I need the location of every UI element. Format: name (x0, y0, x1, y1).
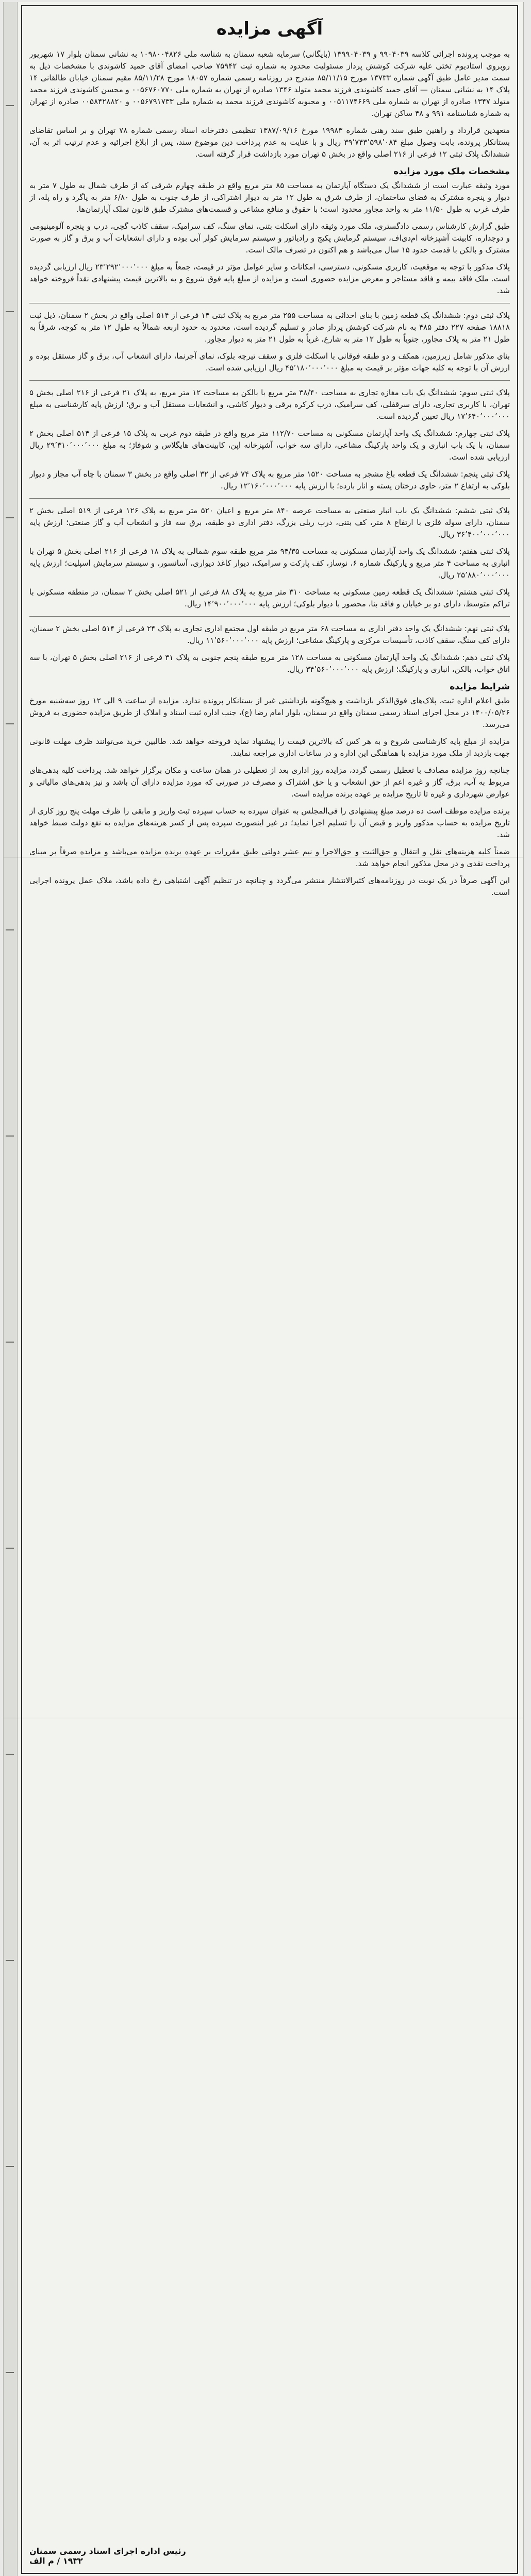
date-code: ۱۹۳۲ / م الف (29, 2556, 83, 2566)
gutter-mark (6, 1754, 14, 1755)
gutter-mark (6, 311, 14, 312)
notice-frame (21, 5, 518, 2574)
gutter-mark (6, 1548, 14, 1549)
notice-paragraph: بنای مذکور شامل زیرزمین، همکف و دو طبقه فوقانی با اسکلت فلزی و سقف تیرچه بلوک، نمای آجرنما، دارای انشعاب آب، برق و گاز مستقل بوده و ارزش آن با توجه به کلیه جهات مؤثر بر قیمت به مبلغ ۴۵٬۱۸۰٬۰۰۰٬۰۰۰ ریال ارزیابی شده است. (29, 351, 510, 372)
notice-paragraph: طبق گزارش کارشناس رسمی دادگستری، ملک مورد وثیقه دارای اسکلت بتنی، نمای سنگ، کف سرامیک، سقف کاذب گچی، درب و پنجره آلومینیومی و دوجداره، کابینت آشپزخانه ام‌دی‌اف، سیستم گرمایش پکیج و رادیاتور و سیستم سرمایش کولر آبی بوده و دارای انشعابات آب و برق و گاز به صورت مشترک و بالکن با قدمت حدود ۱۵ سال می‌باشد و هم اکنون در تصرف مالک است. (29, 222, 510, 255)
gutter-mark (6, 1342, 14, 1343)
gutter-mark (6, 929, 14, 930)
notice-paragraph: پلاک ثبتی ششم: ششدانگ یک باب انبار صنعتی به مساحت عرصه ۸۴۰ متر مربع و اعیان ۵۲۰ متر مربع به پلاک ۱۲۶ فرعی از ۵۱۹ اصلی بخش ۲ سمنان، دارای سوله فلزی با ارتفاع ۸ متر، کف بتنی، درب ریلی بزرگ، دفتر اداری دو طبقه، برق سه فاز و انشعاب آب و گاز صنعتی؛ ارزش پایه ۳۶٬۴۰۰٬۰۰۰٬۰۰۰ ریال. (29, 506, 510, 539)
gutter-mark (6, 2372, 14, 2373)
notice-paragraph: پلاک ثبتی هفتم: ششدانگ یک واحد آپارتمان مسکونی به مساحت ۹۴/۳۵ متر مربع طبقه سوم شمالی به پلاک ۱۸ فرعی از ۲۱۶ اصلی بخش ۵ تهران با انباری به مساحت ۴ متر مربع و پارکینگ شماره ۶، نوساز، کف پارکت و سرامیک، دیوار کاغذ دیواری، آسانسور، و سیستم سرمایش اسپلیت؛ ارزش پایه ۲۵٬۸۸۰٬۰۰۰٬۰۰۰ ریال. (29, 547, 510, 580)
divider (29, 498, 510, 499)
gutter-mark (6, 1136, 14, 1137)
notice-paragraph: پلاک مذکور با توجه به موقعیت، کاربری مسکونی، دسترسی، امکانات و سایر عوامل مؤثر در قیمت، جمعاً به مبلغ ۲۳٬۲۹۲٬۰۰۰٬۰۰۰ ریال ارزیابی گردیده است. ملک فاقد بیمه و فاقد مستاجر و معرض مزایده حضوری است و مزایده از مبلغ پایه فوق شروع و به بالاترین قیمت پیشنهادی نقداً فروخته خواهد شد. (29, 262, 510, 295)
section-heading: شرایط مزایده (450, 682, 510, 692)
signature-line: رئیس اداره اجرای اسناد رسمی سمنان (29, 2546, 186, 2556)
notice-paragraph: مزایده از مبلغ پایه کارشناسی شروع و به هر کس که بالاترین قیمت را پیشنهاد نماید فروخته خواهد شد. طالبین خرید می‌توانند ظرف مهلت قانونی جهت بازدید از ملک مورد مزایده با هماهنگی این اداره و در ساعات اداری مراجعه نمایند. (29, 737, 510, 758)
gutter-mark (6, 2166, 14, 2167)
gutter-mark (6, 1960, 14, 1961)
notice-paragraph: ضمناً کلیه هزینه‌های نقل و انتقال و حق‌الثبت و حق‌الاجرا و نیم عشر دولتی طبق مقررات بر عهده برنده مزایده می‌باشد و مزایده صرفاً بر مبنای پرداخت نقدی و در محل مذکور انجام خواهد شد. (29, 847, 510, 868)
notice-paragraph: پلاک ثبتی دوم: ششدانگ یک قطعه زمین با بنای احداثی به مساحت ۲۵۵ متر مربع به پلاک ثبتی ۱۴ فرعی از ۵۱۴ اصلی واقع در بخش ۲ سمنان، ذیل ثبت ۱۸۸۱۸ صفحه ۲۲۷ دفتر ۴۸۵ به نام شرکت کوشش پرداز صادر و تسلیم گردیده است، محدود به حدود اربعه شمالاً به طول ۱۲ متر به کوچه، شرقاً به طول ۲۱ متر به پلاک مجاور، جنوباً به طول ۱۲ متر به شارع، غرباً به طول ۲۱ متر به دیوار مجاور. (29, 311, 510, 344)
notice-paragraph: پلاک ثبتی پنجم: ششدانگ یک قطعه باغ مشجر به مساحت ۱۵۲۰ متر مربع به پلاک ۷۴ فرعی از ۳۲ اصلی واقع در بخش ۳ سمنان با چاه آب مجاز و دیوار بلوکی به ارتفاع ۲ متر، حاوی درختان پسته و انار بارده؛ با ارزش پایه ۱۲٬۱۶۰٬۰۰۰٬۰۰۰ ریال. (29, 469, 510, 490)
notice-paragraph: برنده مزایده موظف است ده درصد مبلغ پیشنهادی را فی‌المجلس به عنوان سپرده به حساب سپرده ثبت واریز و مابقی را ظرف مهلت پنج روز کاری از تاریخ مزایده به حساب مذکور واریز و قبض آن را تسلیم اجرا نماید؛ در غیر اینصورت سپرده پس از کسر هزینه‌های مزایده به نفع دولت ضبط خواهد شد. (29, 806, 510, 839)
notice-paragraph: این آگهی صرفاً در یک نوبت در روزنامه‌های کثیرالانتشار منتشر می‌گردد و چنانچه در تنظیم آگهی اشتباهی رخ داده باشد، ملاک عمل پرونده اجرایی است. (29, 876, 510, 897)
notice-paragraph: متعهدین قرارداد و راهنین طبق سند رهنی شماره ۱۹۹۸۳ مورخ ۱۳۸۷/۰۹/۱۶ تنظیمی دفترخانه اسناد رسمی شماره ۷۸ تهران و بر اساس تقاضای بستانکار پرونده، بابت وصول مبلغ ۳۹٬۷۴۳٬۵۹۸٬۰۸۴ ریال و با عنایت به عدم پرداخت دین موضوع سند، پس از ابلاغ اجرائیه و عدم ترتیب اثر به آن، ششدانگ پلاک ثبتی ۱۲ فرعی از ۲۱۶ اصلی واقع در بخش ۵ تهران مورد بازداشت قرار گرفته است. (29, 126, 510, 159)
notice-paragraph: چنانچه روز مزایده مصادف با تعطیل رسمی گردد، مزایده روز اداری بعد از تعطیلی در همان ساعت و مکان برگزار خواهد شد. پرداخت کلیه بدهی‌های مربوط به آب، برق، گاز و غیره اعم از حق انشعاب و یا حق اشتراک و مصرف در صورتی که مورد مزایده دارای آن باشد و نیز بدهی‌های مالیاتی و عوارض شهرداری و غیره تا تاریخ مزایده بر عهده برنده مزایده است. (29, 766, 510, 799)
notice-paragraph: به موجب پرونده اجرائی کلاسه ۹۹۰۴۰۳۹ و ۱۳۹۹۰۴۰۳۹ (بایگانی) سرمایه شعبه سمنان به شناسه ملی ۱۰۹۸۰۰۴۸۲۶ به نشانی سمنان بلوار ۱۷ شهریور روبروی استادیوم تختی علیه شرکت کوشش پرداز مسئولیت محدود به شماره ثبت ۷۵۹۴۲ صاحب امضای آقای حمید کاشوندی با مشخصات ذیل به سمت مدیر عامل طبق آگهی شماره ۱۳۷۳۳ مورخ ۸۵/۱۱/۱۵ مندرج در روزنامه رسمی شماره ۱۸۰۵۷ مورخ ۸۵/۱۱/۲۸ مقیم سمنان خیابان طالقانی ۱۴ پلاک ۱۴ به نشانی سمنان — آقای حمید کاشوندی فرزند محمد متولد ۱۳۴۶ صادره از تهران به شماره ملی ۰۰۵۶۷۶۰۷۷۰ و محسن کاشوندی فرزند محمد متولد ۱۳۴۷ صادره از تهران به شماره ملی ۰۰۵۱۱۷۴۶۶۹ و محبوبه کاشوندی فرزند محمد به شماره ملی ۰۰۵۶۷۹۱۷۳۳ و ۰۰۵۸۴۲۸۸۲۰ صادره از تهران به شماره شناسنامه ۹۹۱ و ۴۸ ساکن تهران. (29, 49, 510, 118)
notice-title: آگهی مزایده (216, 19, 323, 39)
notice-paragraph: پلاک ثبتی چهارم: ششدانگ یک واحد آپارتمان مسکونی به مساحت ۱۱۲/۷۰ متر مربع واقع در طبقه دوم غربی به پلاک ۱۵ فرعی از ۵۱۴ اصلی بخش ۲ سمنان، با یک باب انباری و یک واحد پارکینگ مشاعی، دارای سه خواب، آشپزخانه اپن، کابینت‌های هایگلاس و شوفاژ؛ به مبلغ ۲۹٬۳۱۰٬۰۰۰٬۰۰۰ ریال ارزیابی شده است. (29, 429, 510, 462)
notice-paragraph: پلاک ثبتی نهم: ششدانگ یک واحد دفتر اداری به مساحت ۶۸ متر مربع در طبقه اول مجتمع اداری تجاری به پلاک ۲۴ فرعی از ۵۱۴ اصلی بخش ۲ سمنان، دارای کف سنگ، سقف کاذب، تأسیسات مرکزی و پارکینگ مشاعی؛ ارزش پایه ۱۱٬۵۶۰٬۰۰۰٬۰۰۰ ریال. (29, 624, 510, 645)
divider (29, 616, 510, 617)
gutter-mark (6, 517, 14, 518)
notice-paragraph: پلاک ثبتی سوم: ششدانگ یک باب مغازه تجاری به مساحت ۳۸/۴۰ متر مربع با بالکن به مساحت ۱۲ متر مربع، به پلاک ۲۱ فرعی از ۲۱۶ اصلی بخش ۵ تهران، با کاربری تجاری، دارای سرقفلی، کف سرامیک، درب کرکره برقی و دیوار کاشی، و انشعابات مستقل آب و برق؛ ارزش پایه کارشناسی به مبلغ ۱۷٬۶۴۰٬۰۰۰٬۰۰۰ ریال تعیین گردیده است. (29, 388, 510, 421)
notice-paragraph: پلاک ثبتی هشتم: ششدانگ یک قطعه زمین مسکونی به مساحت ۳۱۰ متر مربع به پلاک ۸۸ فرعی از ۵۲۱ اصلی بخش ۲ سمنان، در منطقه مسکونی با تراکم متوسط، دارای دو بر خیابان و فاقد بنا، محصور با دیوار بلوکی؛ ارزش پایه ۱۴٬۹۰۰٬۰۰۰٬۰۰۰ ریال. (29, 587, 510, 608)
gutter-mark (6, 723, 14, 724)
divider (29, 380, 510, 381)
section-heading: مشخصات ملک مورد مزایده (393, 166, 510, 177)
gutter-mark (6, 105, 14, 106)
notice-paragraph: مورد وثیقه عبارت است از ششدانگ یک دستگاه آپارتمان به مساحت ۸۵ متر مربع واقع در طبقه چهارم شرقی که از طرف شمال به طول ۷ متر به دیوار و پنجره مشترک به فضای ساختمان، از طرف شرق به طول ۱۲ متر به دیوار اشتراکی، از طرف جنوب به طول ۶/۸۰ متر به پاگرد و راه پله، از طرف غرب به طول ۱۱/۵۰ متر به واحد مجاور محدود است؛ با حقوق و منافع مشاعی و قسمت‌های مشترک طبق قانون تملک آپارتمان‌ها. (29, 181, 510, 214)
notice-footer (29, 2546, 510, 2566)
notice-paragraph: پلاک ثبتی دهم: ششدانگ یک واحد آپارتمان مسکونی به مساحت ۱۲۸ متر مربع طبقه پنجم جنوبی به پلاک ۳۱ فرعی از ۲۱۶ اصلی بخش ۵ تهران، با سه اتاق خواب، بالکن، انباری و پارکینگ؛ ارزش پایه ۳۴٬۵۶۰٬۰۰۰٬۰۰۰ ریال. (29, 653, 510, 674)
newspaper-clipping (3, 2, 524, 2576)
notice-paragraph: طبق اعلام اداره ثبت، پلاک‌های فوق‌الذکر بازداشت و هیچ‌گونه بازداشتی غیر از بستانکار پرونده ندارد. مزایده از ساعت ۹ الی ۱۲ روز سه‌شنبه مورخ ۱۴۰۰/۰۵/۲۶ در محل اجرای اسناد رسمی سمنان واقع در سمنان، بلوار امام رضا (ع)، جنب اداره ثبت اسناد و املاک از طریق مزایده حضوری به فروش می‌رسد. (29, 696, 510, 729)
page-gutter (4, 2, 18, 2576)
